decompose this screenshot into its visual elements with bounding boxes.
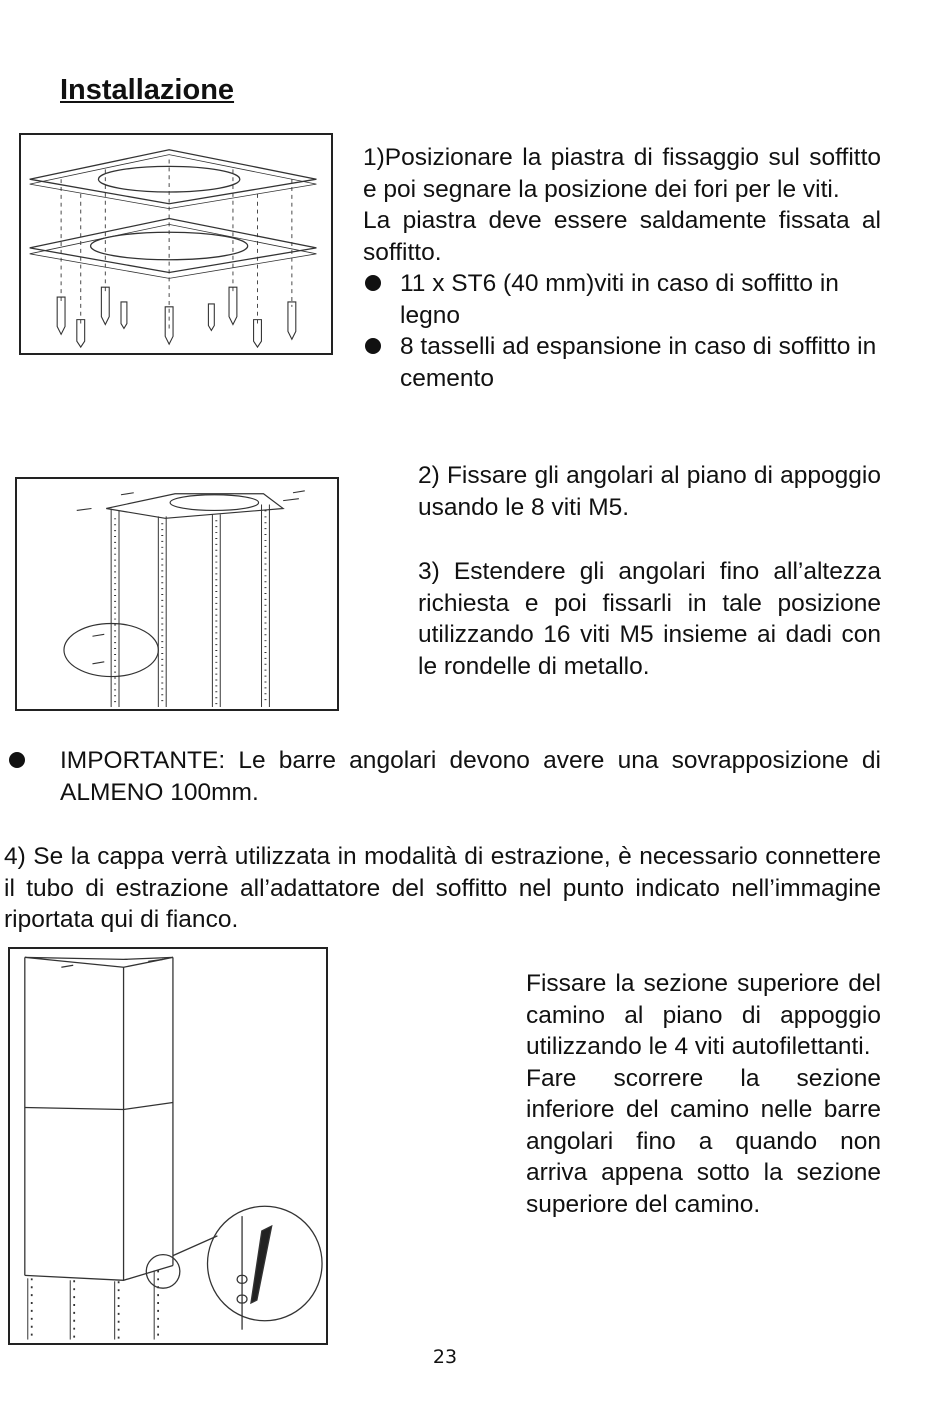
chimney-upper-paragraph: Fissare la sezione superiore del camino al piano di appoggio utilizzando le 4 viti autofilettanti. [526, 970, 881, 1060]
step3-paragraph: 3) Estendere gli angolari fino all’altezza richiesta e poi fissarli in tale posizione utilizzando 16 viti M5 insieme ai dadi con le rondelle di metallo. [418, 558, 881, 680]
ceiling-plate-diagram [19, 133, 333, 355]
chimney-section [526, 968, 881, 1220]
chimney-lower-paragraph: Fare scorrere la sezione inferiore del camino nelle barre angolari fino a quando non arriva appena sotto la sezione superiore del camino. [526, 1064, 881, 1218]
important-text: IMPORTANTE: Le barre angolari devono avere una sovrapposizione di ALMENO 100mm. [60, 747, 881, 806]
step1-note: La piastra deve essere saldamente fissata al soffitto. [363, 207, 881, 266]
bullet-text: 8 tasselli ad espansione in caso di soffitto in cemento [400, 333, 877, 392]
bracket-frame-drawing [17, 479, 337, 709]
bracket-frame-diagram [15, 477, 339, 711]
step2-paragraph: 2) Fissare gli angolari al piano di appoggio usando le 8 viti M5. [418, 462, 881, 521]
bullet-icon [365, 275, 381, 291]
ceiling-plate-drawing [21, 135, 331, 353]
step4-paragraph: 4) Se la cappa verrà utilizzata in modalità di estrazione, è necessario connettere il tubo di estrazione all’adattatore del soffitto nel punto indicato nell’immagine riportata qui di fianco. [4, 843, 881, 933]
page-title: Installazione [60, 74, 235, 106]
step1-paragraph: 1)Posizionare la piastra di fissaggio sul soffitto e poi segnare la posizione dei fori per le viti. [363, 144, 881, 203]
bullet-text: 11 x ST6 (40 mm)viti in caso di soffitto in legno [400, 270, 839, 329]
bullet-icon [9, 752, 25, 768]
step1-section [363, 142, 881, 394]
bullet-concrete-ceiling [363, 331, 881, 394]
page-number: 23 [432, 1346, 458, 1368]
chimney-drawing [10, 949, 326, 1343]
bullet-icon [365, 338, 381, 354]
important-note [7, 745, 881, 808]
chimney-assembly-diagram [8, 947, 328, 1345]
bullet-wood-ceiling [363, 268, 881, 331]
